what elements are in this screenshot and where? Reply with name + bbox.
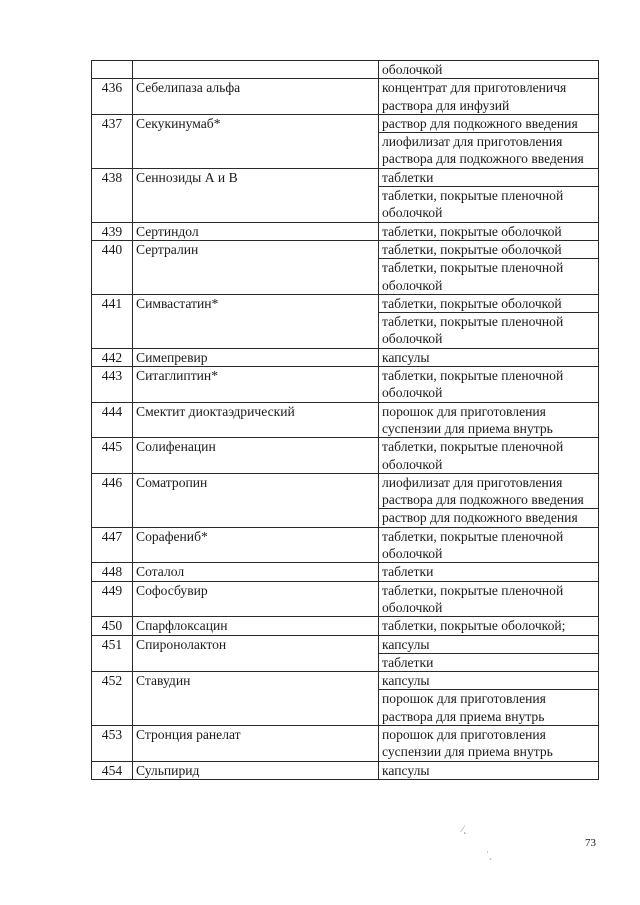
row-number-cell: 449 — [92, 581, 133, 617]
drug-name-cell: Спарфлоксацин — [133, 617, 379, 635]
dosage-form-cell: капсулы — [379, 761, 599, 779]
dosage-form-cell: таблетки, покрытые оболочкой; — [379, 617, 599, 635]
row-number-cell — [92, 61, 133, 79]
page-number: 73 — [585, 837, 596, 849]
dosage-form-cell: таблетки, покрытые пленочной оболочкой — [379, 367, 599, 403]
drug-name-cell: Сертиндол — [133, 222, 379, 240]
drug-name-cell: Софосбувир — [133, 581, 379, 617]
row-number-cell: 446 — [92, 473, 133, 527]
table-row — [92, 367, 599, 403]
table-row — [92, 617, 599, 635]
drug-name-cell: Соматропин — [133, 473, 379, 527]
dosage-form-cell: капсулы — [379, 672, 599, 690]
table-row — [92, 672, 599, 690]
drug-name-cell: Ставудин — [133, 672, 379, 726]
table-row — [92, 168, 599, 186]
row-number-cell: 453 — [92, 725, 133, 761]
scan-speck-mark: ⁄˛ — [462, 824, 467, 834]
drug-name-cell: Смектит диоктаэдрический — [133, 402, 379, 438]
dosage-form-cell: капсулы — [379, 348, 599, 366]
drug-name-cell: Секукинумаб* — [133, 114, 379, 168]
table-row — [92, 527, 599, 563]
dosage-form-cell: лиофилизат для приготовления раствора для подкожного введения — [379, 473, 599, 509]
drug-name-cell: Себелипаза альфа — [133, 79, 379, 115]
dosage-form-cell: таблетки, покрытые пленочной оболочкой — [379, 527, 599, 563]
dosage-form-cell: таблетки — [379, 653, 599, 671]
dosage-form-cell: оболочкой — [379, 61, 599, 79]
dosage-form-cell: таблетки, покрытые пленочной оболочкой — [379, 581, 599, 617]
dosage-form-cell: таблетки — [379, 168, 599, 186]
dosage-form-cell: капсулы — [379, 635, 599, 653]
row-number-cell: 442 — [92, 348, 133, 366]
row-number-cell: 439 — [92, 222, 133, 240]
dosage-form-cell: таблетки, покрытые оболочкой — [379, 294, 599, 312]
scan-speck-mark: ˙ˏ — [486, 850, 492, 860]
dosage-form-cell: порошок для приготовления суспензии для приема внутрь — [379, 725, 599, 761]
table-row — [92, 240, 599, 258]
row-number-cell: 448 — [92, 563, 133, 581]
table-row — [92, 294, 599, 312]
dosage-form-cell: таблетки, покрытые оболочкой — [379, 222, 599, 240]
dosage-form-cell: таблетки, покрытые пленочной оболочкой — [379, 313, 599, 349]
dosage-form-cell: таблетки, покрытые пленочной оболочкой — [379, 187, 599, 223]
drug-name-cell: Сеннозиды А и В — [133, 168, 379, 222]
table-row — [92, 402, 599, 438]
row-number-cell: 451 — [92, 635, 133, 672]
table-row — [92, 438, 599, 474]
row-number-cell: 450 — [92, 617, 133, 635]
table-row — [92, 563, 599, 581]
row-number-cell: 454 — [92, 761, 133, 779]
dosage-form-cell: таблетки, покрытые оболочкой — [379, 240, 599, 258]
table-row — [92, 114, 599, 132]
row-number-cell: 437 — [92, 114, 133, 168]
row-number-cell: 452 — [92, 672, 133, 726]
drug-name-cell: Сорафениб* — [133, 527, 379, 563]
table-row — [92, 581, 599, 617]
table-row — [92, 725, 599, 761]
drug-name-cell: Симвастатин* — [133, 294, 379, 348]
dosage-form-cell: таблетки, покрытые пленочной оболочкой — [379, 259, 599, 295]
drug-name-cell — [133, 61, 379, 79]
dosage-form-cell: порошок для приготовления суспензии для приема внутрь — [379, 402, 599, 438]
row-number-cell: 444 — [92, 402, 133, 438]
drug-table-body — [92, 61, 599, 780]
drug-name-cell: Сульпирид — [133, 761, 379, 779]
row-number-cell: 441 — [92, 294, 133, 348]
table-row — [92, 222, 599, 240]
dosage-form-cell: таблетки — [379, 563, 599, 581]
table-row — [92, 635, 599, 653]
drug-name-cell: Спиронолактон — [133, 635, 379, 672]
drug-name-cell: Ситаглиптин* — [133, 367, 379, 403]
drug-name-cell: Стронция ранелат — [133, 725, 379, 761]
dosage-form-cell: лиофилизат для приготовления раствора для подкожного введения — [379, 133, 599, 169]
dosage-form-cell: раствор для подкожного введения — [379, 114, 599, 132]
row-number-cell: 438 — [92, 168, 133, 222]
row-number-cell: 443 — [92, 367, 133, 403]
table-row — [92, 473, 599, 509]
drug-name-cell: Солифенацин — [133, 438, 379, 474]
dosage-form-cell: концентрат для приготовленичя раствора для инфузий — [379, 79, 599, 115]
row-number-cell: 440 — [92, 240, 133, 294]
drug-name-cell: Симепревир — [133, 348, 379, 366]
row-number-cell: 445 — [92, 438, 133, 474]
drug-name-cell: Соталол — [133, 563, 379, 581]
row-number-cell: 447 — [92, 527, 133, 563]
dosage-form-cell: порошок для приготовления раствора для приема внутрь — [379, 690, 599, 726]
table-row — [92, 761, 599, 779]
dosage-form-cell: таблетки, покрытые пленочной оболочкой — [379, 438, 599, 474]
dosage-form-cell: раствор для подкожного введения — [379, 509, 599, 527]
drug-table — [91, 60, 599, 780]
row-number-cell: 436 — [92, 79, 133, 115]
table-row — [92, 79, 599, 115]
table-row — [92, 348, 599, 366]
drug-name-cell: Сертралин — [133, 240, 379, 294]
table-row — [92, 61, 599, 79]
